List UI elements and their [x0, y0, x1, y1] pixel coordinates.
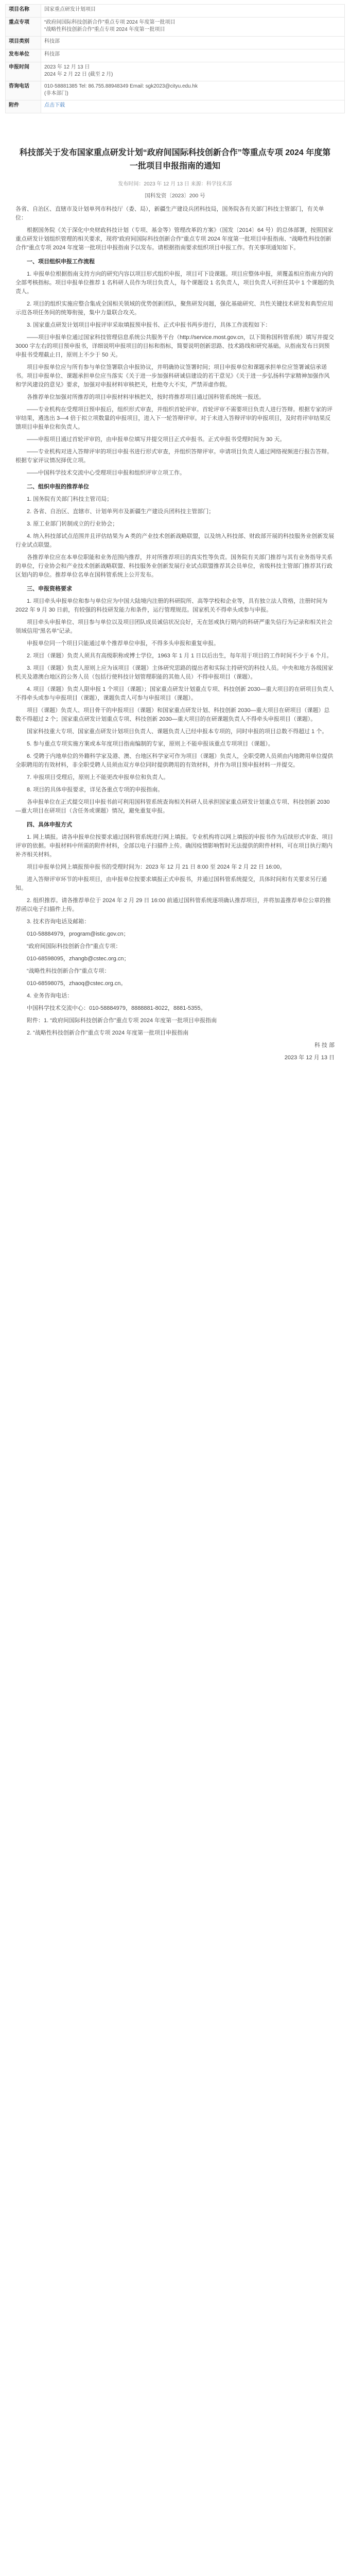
paragraph: 2. 各省、自治区、直辖市、计划单列市及新疆生产建设兵团科技主管部门；	[27, 509, 215, 515]
paragraph: 3. 国家重点研发计划项目申报评审采取填报预申报书、正式申报书两步进行，具体工作流程如下：	[27, 322, 271, 328]
article-body	[15, 205, 335, 1066]
info-value: 010-58881385 Tel: 86.755.88948349 Email: sgk2023@cityu.edu.hk (非本部门)	[41, 81, 345, 100]
info-row	[6, 100, 345, 113]
paragraph: 申报单位同一个项目只能通过单个推荐单位申报，不得多头申报和重复申报。	[27, 640, 219, 647]
paragraph: ——项目申报单位通过国家科技管理信息系统公共服务平台（http://service.most.gov.cn，以下简称国科管系统）填写并提交 3000 字左右的项目预申报书，详细说明申报项目的目标和指标，简要说明创新思路、技术路线和研究基础。从指南发布日到预申报书受理截止日，原则上不少于 50 天。	[15, 334, 334, 358]
paragraph: “政府间国际科技创新合作”重点专项：	[27, 943, 121, 950]
info-value: 科技部	[41, 37, 345, 49]
section-heading: 二、组织申报的推荐单位	[27, 484, 89, 490]
paragraph: 8. 项目的具体申报要求，详见各重点专项的申报指南。	[27, 787, 164, 793]
info-row	[6, 49, 345, 62]
publish-info: 发布时间：2023 年 12 月 13 日 来源：科学技术部	[118, 181, 232, 187]
info-row	[6, 37, 345, 49]
paragraph: 1. 网上填报。请各申报单位按要求通过国科管系统进行网上填报。专业机构将以网上填报的申报书作为后续形式审查、项目评审的依据。申报材料中所需的附件材料，全部以电子扫描件上传。确因疫情影响暂时无法提供的附件材料，可在项目执行期内补齐相关材料。	[15, 834, 334, 858]
info-key: 咨询电话	[6, 81, 41, 100]
paragraph: 进入答辩评审环节的申报项目，由申报单位按要求填报正式申报书，并通过国科管系统提交，具体时间和有关要求另行通知。	[15, 876, 327, 891]
paragraph: 根据国务院《关于深化中央财政科技计划（专项、基金等）管理改革的方案》（国发〔2014〕64 号）的总体部署，按照国家重点研发计划组织管理的相关要求，现将“政府间国际科技创新合作”重点专项 2024 年度第一批项目申报指南、“战略性科技创新合作”重点专项 2024 年度第一批项目申报指南予以发布。请根据指南要求组织项目申报工作。有关事项通知如下。	[15, 227, 334, 251]
paragraph: 中国科学技术交流中心：010-58884979，8888881-8022，8881-5355。	[27, 1005, 206, 1011]
section-heading: 四、具体申报方式	[27, 822, 72, 828]
paragraph: 2. 组织推荐。请各推荐单位于 2024 年 2 月 29 日 16:00 前通过国科管系统逐项确认推荐项目，并将加盖推荐单位公章的推荐函以电子扫描件上传。	[15, 897, 331, 912]
paragraph: 科 技 部	[314, 1042, 335, 1048]
info-row	[6, 18, 345, 37]
paragraph: 010-68598075，zhaoq@cstec.org.cn。	[27, 980, 127, 987]
paragraph: ——专业机构对进入答辩评审的项目申报书进行形式审查，并组织答辩评审。申请项目负责人通过网络视频进行报告答辩。根据专家评议情况择优立项。	[15, 449, 332, 464]
info-row	[6, 5, 345, 18]
paragraph: 各省、自治区、直辖市及计划单列市科技厅（委、局），新疆生产建设兵团科技局，国务院各有关部门科技主管部门，有关单位：	[15, 206, 324, 221]
paragraph: 各推荐单位加强对所推荐的项目申报材料审核把关，按时将推荐项目通过国科管系统统一报送。	[27, 394, 265, 400]
paragraph: 项目（课题）负责人、项目骨干的申报项目（课题）和国家重点研发计划、科技创新 2030—重大项目在研项目（课题）总数不得超过 2 个；国家重点研发计划重点专项、科技创新 2030—重大项目的在研课题负责人不得牵头申报项目（课题）。	[15, 707, 330, 722]
paragraph: ——申报项目通过首轮评审的，由申报单位填写并提交项目正式申报书。正式申报书受理时间为 30 天。	[27, 436, 286, 443]
paragraph: 各推荐单位应在本单位职能和业务范围内推荐，并对所推荐项目的真实性等负责。国务院有关部门推荐与其有业务指导关系的单位，行业协会和产业技术创新战略联盟、科技服务业创新发展行业试点联盟推荐其会员单位，省级科技主管部门推荐其行政区划内的单位。推荐单位名单在国科管系统上公开发布。	[15, 554, 332, 578]
paragraph: 4. 纳入科技部试点范围并且评估结果为 A 类的产业技术创新战略联盟，以及纳入科技部、财政部开展的科技服务业创新发展行业试点联盟。	[15, 533, 335, 548]
paragraph: 6. 受聘于内地单位的外籍科学家及港、澳、台地区科学家可作为项目（课题）负责人，全职受聘人员须由内地聘用单位提供全职聘用的有效材料，非全职受聘人员须由双方单位同时提供聘用的有效材料，并作为项目预申报材料一并提交。	[15, 753, 334, 768]
paragraph: 项目牵头申报单位、项目参与单位以及项目团队成员诚信状况良好，无在惩戒执行期内的科研严重失信行为记录和相关社会领域信用“黑名单”记录。	[15, 619, 332, 634]
info-value: 2023 年 12 月 13 日 2024 年 2 月 22 日 (截至 2 月)	[41, 62, 345, 81]
document-number: 国科发资〔2023〕200 号	[145, 193, 205, 199]
info-key: 重点专项	[6, 18, 41, 37]
info-row	[6, 62, 345, 81]
article-title: 科技部关于发布国家重点研发计划“政府间国际科技创新合作”等重点专项 2024 年度第一批项目申报指南的通知	[19, 148, 331, 171]
section-heading: 三、申报资格要求	[27, 586, 72, 592]
paragraph: 3. 原工业部门转制成立的行业协会；	[27, 521, 118, 527]
paragraph: 3. 项目（课题）负责人原则上应为该项目（课题）主体研究思路的提出者和实际主持研究的科技人员。中央和地方各级国家机关及港澳台地区的公务人员（包括行使科技计划管理职能的其他人员）不得申报项目（课题）。	[15, 665, 334, 680]
paragraph: 国家科技重大专项、国家重点研发计划项目负责人、课题负责人已经申报本专项的，同时申报的项目总数不得超过 1 个。	[27, 728, 328, 735]
paragraph: 2023 年 12 月 13 日	[284, 1055, 335, 1061]
paragraph: 1. 申报单位根据指南支持方向的研究内容以项目形式组织申报，项目可下设课题。项目应整体申报，须覆盖相应指南方向的全部考核指标。项目申报单位推荐 1 名科研人员作为项目负责人，每个课题设 1 名负责人，项目负责人可担任其中 1 个课题的负责人。	[15, 271, 335, 295]
section-heading: 一、项目组织申报工作流程	[27, 259, 95, 265]
paragraph: 2. 项目（课题）负责人须具有高级职称或博士学位，1963 年 1 月 1 日以后出生，每年用于项目的工作时间不少于 6 个月。	[27, 653, 332, 659]
paragraph: 项目申报单位网上填报预申报书的受理时间为：2023 年 12 月 21 日 8:00 至 2024 年 2 月 22 日 16:00。	[27, 864, 286, 870]
paragraph: 010-58884979，program@istic.gov.cn；	[27, 931, 129, 937]
paragraph: ——专业机构在受理项目预申报后，组织形式审查，并组织首轮评审。首轮评审不需要项目负责人进行答辩。根据专家的评审结果，遴选出 3—4 倍于拟立项数量的申报项目，进入下一轮答辩评审。对于未进入答辩评审的申报项目，及时将评审结果反馈项目申报单位和负责人。	[15, 406, 332, 430]
paragraph: “战略性科技创新合作”重点专项：	[27, 968, 110, 974]
paragraph: 7. 申报项目受理后，原则上不能更改申报单位和负责人。	[27, 774, 169, 781]
project-info-table	[5, 4, 345, 113]
paragraph: 2. “战略性科技创新合作”重点专项 2024 年度第一批项目申报指南	[27, 1030, 189, 1036]
paragraph: 1. 国务院有关部门科技主管司局；	[27, 496, 113, 502]
info-key: 附件	[6, 100, 41, 113]
info-value: “政府间国际科技创新合作”重点专项 2024 年度第一批项目 “战略性科技创新合作”重点专项 2024 年度第一批项目	[41, 18, 345, 37]
paragraph: 010-68598095，zhangb@cstec.org.cn；	[27, 956, 130, 962]
attachment-link[interactable]: 点击下载	[41, 100, 345, 113]
paragraph: 项目申报单位应与所有参与单位签署联合申报协议，并明确协议签署时间；项目申报单位和课题承担单位应签署诚信承诺书。项目申报单位、课题承担单位应当落实《关于进一步加强科研诚信建设的若干意见》《关于进一步弘扬科学家精神加强作风和学风建设的意见》要求，加强对申报材料审核把关，杜绝夸大不实，严禁弄虚作假。	[15, 364, 330, 388]
paragraph: 2. 项目的组织实施应整合集成全国相关领域的优势创新团队，聚焦研发问题，强化基础研究、共性关键技术研发和典型应用示范各项任务间的统筹衔接，集中力量联合攻关。	[15, 301, 334, 316]
info-key: 发布单位	[6, 49, 41, 62]
info-key: 项目名称	[6, 5, 41, 18]
paragraph: 5. 参与重点专项实施方案或本年度项目指南编制的专家，原则上不能申报该重点专项项目（课题）。	[27, 741, 274, 747]
paragraph: 3. 技术咨询电话及邮箱：	[27, 919, 90, 925]
info-row	[6, 81, 345, 100]
info-value: 科技部	[41, 49, 345, 62]
info-key: 项目类别	[6, 37, 41, 49]
paragraph: 4. 项目（课题）负责人限申报 1 个项目（课题）；国家重点研发计划重点专项、科技创新 2030—重大项目的在研项目负责人不得牵头或参与申报项目（课题），课题负责人可参与申报项目（课题）。	[15, 686, 334, 701]
paragraph: ——中国科学技术交流中心受理项目申报和组织评审立项工作。	[27, 470, 185, 476]
info-value: 国家重点研发计划项目	[41, 5, 345, 18]
paragraph: 1. 项目牵头申报单位和参与单位应为中国大陆境内注册的科研院所、高等学校和企业等，具有独立法人资格，注册时间为 2022 年 9 月 30 日前，有较强的科技研发能力和条件，运行管理规范。国家机关不得牵头或参与申报。	[15, 598, 328, 613]
paragraph: 4. 业务咨询电话：	[27, 993, 73, 999]
paragraph: 附件：1. “政府间国际科技创新合作”重点专项 2024 年度第一批项目申报指南	[27, 1018, 217, 1024]
info-key: 申报时间	[6, 62, 41, 81]
paragraph: 各申报单位在正式提交项目申报书前可利用国科管系统查询相关科研人员承担国家重点研发计划重点专项、科技创新 2030—重大项目在研项目（含任务或课题）情况，避免重复申报。	[15, 799, 330, 814]
